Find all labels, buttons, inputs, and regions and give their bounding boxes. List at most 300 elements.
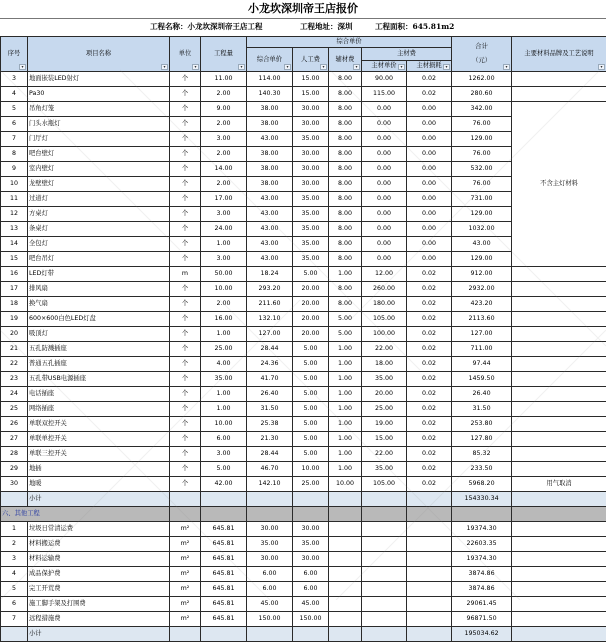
- cell-main-price[interactable]: 0.00: [362, 222, 407, 237]
- cell-main-loss[interactable]: 0.02: [407, 447, 452, 462]
- cell-composite[interactable]: 43.00: [247, 252, 293, 267]
- cell-aux[interactable]: 8.00: [329, 162, 362, 177]
- filter-dropdown-icon[interactable]: ▾: [19, 64, 26, 70]
- cell-composite[interactable]: 30.00: [247, 552, 293, 567]
- cell-labor[interactable]: 5.00: [293, 447, 329, 462]
- cell-aux[interactable]: 8.00: [329, 102, 362, 117]
- cell-no[interactable]: 1: [1, 522, 28, 537]
- cell-main-loss[interactable]: 0.00: [407, 147, 452, 162]
- cell-no[interactable]: 30: [1, 477, 28, 492]
- cell-aux[interactable]: 1.00: [329, 447, 362, 462]
- header-no[interactable]: [1, 37, 28, 72]
- cell-no[interactable]: 27: [1, 432, 28, 447]
- cell-total[interactable]: 19374.30: [452, 552, 512, 567]
- header-aux[interactable]: [329, 48, 362, 72]
- cell-composite[interactable]: 43.00: [247, 132, 293, 147]
- cell-labor[interactable]: 5.00: [293, 417, 329, 432]
- cell-main-price[interactable]: [362, 552, 407, 567]
- cell-qty[interactable]: 16.00: [201, 312, 247, 327]
- cell-qty[interactable]: 645.81: [201, 522, 247, 537]
- cell-labor[interactable]: 6.00: [293, 567, 329, 582]
- cell-note[interactable]: [512, 612, 606, 627]
- cell-note[interactable]: [512, 537, 606, 552]
- cell-qty[interactable]: 42.00: [201, 477, 247, 492]
- cell-main-loss[interactable]: 0.02: [407, 87, 452, 102]
- cell-note[interactable]: [512, 372, 606, 387]
- cell-total[interactable]: 2113.60: [452, 312, 512, 327]
- cell-item-name[interactable]: 方桌灯: [28, 207, 170, 222]
- cell-total[interactable]: 22603.35: [452, 537, 512, 552]
- cell-note[interactable]: [512, 567, 606, 582]
- cell-no[interactable]: 7: [1, 612, 28, 627]
- cell-total[interactable]: 342.00: [452, 102, 512, 117]
- cell-labor[interactable]: 25.00: [293, 477, 329, 492]
- filter-dropdown-icon[interactable]: ▾: [192, 64, 199, 70]
- cell-note[interactable]: [512, 627, 606, 642]
- cell-item-name[interactable]: 地面嵌装LED射灯: [28, 72, 170, 87]
- cell-unit[interactable]: 个: [170, 417, 201, 432]
- cell-total[interactable]: 26.40: [452, 387, 512, 402]
- cell-empty[interactable]: [201, 507, 247, 522]
- filter-dropdown-icon[interactable]: ▾: [353, 64, 360, 70]
- cell-total[interactable]: 29061.45: [452, 597, 512, 612]
- cell-aux[interactable]: [329, 522, 362, 537]
- cell-labor[interactable]: 20.00: [293, 327, 329, 342]
- cell-composite[interactable]: 127.00: [247, 327, 293, 342]
- cell-labor[interactable]: 20.00: [293, 282, 329, 297]
- cell-labor[interactable]: 20.00: [293, 297, 329, 312]
- cell-item-name[interactable]: 吸顶灯: [28, 327, 170, 342]
- cell-composite[interactable]: 6.00: [247, 567, 293, 582]
- cell-labor[interactable]: 6.00: [293, 582, 329, 597]
- cell-item-name[interactable]: 过道灯: [28, 192, 170, 207]
- cell-no[interactable]: 9: [1, 162, 28, 177]
- cell-note[interactable]: [512, 582, 606, 597]
- cell-labor[interactable]: 10.00: [293, 462, 329, 477]
- cell-unit[interactable]: 个: [170, 162, 201, 177]
- cell-main-loss[interactable]: 0.02: [407, 327, 452, 342]
- cell-total[interactable]: 43.00: [452, 237, 512, 252]
- cell-total[interactable]: 731.00: [452, 192, 512, 207]
- cell-item-name[interactable]: 垃圾日常清运费: [28, 522, 170, 537]
- cell-composite[interactable]: 35.00: [247, 537, 293, 552]
- cell-empty[interactable]: [247, 627, 293, 642]
- cell-aux[interactable]: 8.00: [329, 192, 362, 207]
- cell-qty[interactable]: 9.00: [201, 102, 247, 117]
- cell-labor[interactable]: 15.00: [293, 87, 329, 102]
- cell-qty[interactable]: 24.00: [201, 222, 247, 237]
- cell-composite[interactable]: 38.00: [247, 102, 293, 117]
- cell-aux[interactable]: 1.00: [329, 462, 362, 477]
- cell-item-name[interactable]: 单联双控开关: [28, 417, 170, 432]
- cell-main-loss[interactable]: 0.00: [407, 252, 452, 267]
- cell-item-name[interactable]: 排风扇: [28, 282, 170, 297]
- cell-labor[interactable]: 30.00: [293, 117, 329, 132]
- cell-qty[interactable]: 1.00: [201, 402, 247, 417]
- cell-main-price[interactable]: 18.00: [362, 357, 407, 372]
- cell-labor[interactable]: 30.00: [293, 162, 329, 177]
- cell-no[interactable]: 16: [1, 267, 28, 282]
- cell-main-price[interactable]: 0.00: [362, 177, 407, 192]
- cell-main-loss[interactable]: 0.02: [407, 297, 452, 312]
- cell-composite[interactable]: 21.30: [247, 432, 293, 447]
- cell-aux[interactable]: [329, 582, 362, 597]
- cell-no[interactable]: 25: [1, 402, 28, 417]
- cell-item-name[interactable]: Pa30: [28, 87, 170, 102]
- cell-qty[interactable]: 1.00: [201, 237, 247, 252]
- cell-item-name[interactable]: 五孔防溅插座: [28, 342, 170, 357]
- cell-total[interactable]: 31.50: [452, 402, 512, 417]
- cell-no[interactable]: 4: [1, 87, 28, 102]
- cell-total[interactable]: 76.00: [452, 177, 512, 192]
- cell-qty[interactable]: 2.00: [201, 297, 247, 312]
- cell-total[interactable]: 1032.00: [452, 222, 512, 237]
- cell-note[interactable]: [512, 597, 606, 612]
- cell-labor[interactable]: 5.00: [293, 372, 329, 387]
- header-main-price[interactable]: [362, 61, 407, 72]
- cell-total[interactable]: 96871.50: [452, 612, 512, 627]
- cell-no[interactable]: 18: [1, 297, 28, 312]
- cell-unit[interactable]: m²: [170, 537, 201, 552]
- cell-total[interactable]: 76.00: [452, 117, 512, 132]
- cell-item-name[interactable]: 门头水瓶灯: [28, 117, 170, 132]
- cell-empty[interactable]: [293, 492, 329, 507]
- cell-qty[interactable]: 2.00: [201, 117, 247, 132]
- cell-item-name[interactable]: 电话插座: [28, 387, 170, 402]
- cell-qty[interactable]: 4.00: [201, 357, 247, 372]
- cell-main-loss[interactable]: [407, 552, 452, 567]
- cell-main-price[interactable]: 12.00: [362, 267, 407, 282]
- cell-main-loss[interactable]: 0.02: [407, 372, 452, 387]
- cell-aux[interactable]: 1.00: [329, 342, 362, 357]
- cell-unit[interactable]: 个: [170, 222, 201, 237]
- cell-aux[interactable]: 10.00: [329, 477, 362, 492]
- cell-unit[interactable]: m: [170, 267, 201, 282]
- cell-no[interactable]: 23: [1, 372, 28, 387]
- cell-item-name[interactable]: 换气扇: [28, 297, 170, 312]
- cell-main-loss[interactable]: 0.00: [407, 102, 452, 117]
- cell-item-name[interactable]: 全包灯: [28, 237, 170, 252]
- cell-total[interactable]: 97.44: [452, 357, 512, 372]
- cell-main-loss[interactable]: 0.00: [407, 117, 452, 132]
- cell-aux[interactable]: [329, 567, 362, 582]
- cell-labor[interactable]: 5.00: [293, 357, 329, 372]
- cell-composite[interactable]: 46.70: [247, 462, 293, 477]
- cell-item-name[interactable]: 地暖: [28, 477, 170, 492]
- cell-note[interactable]: [512, 357, 606, 372]
- cell-no[interactable]: 3: [1, 552, 28, 567]
- cell-no[interactable]: 10: [1, 177, 28, 192]
- cell-aux[interactable]: [329, 552, 362, 567]
- cell-main-price[interactable]: 0.00: [362, 162, 407, 177]
- cell-item-name[interactable]: 门厅灯: [28, 132, 170, 147]
- cell-total[interactable]: 423.20: [452, 297, 512, 312]
- cell-aux[interactable]: 1.00: [329, 357, 362, 372]
- cell-note[interactable]: [512, 447, 606, 462]
- cell-main-price[interactable]: 105.00: [362, 312, 407, 327]
- cell-no[interactable]: 7: [1, 132, 28, 147]
- cell-main-price[interactable]: 180.00: [362, 297, 407, 312]
- cell-main-price[interactable]: 22.00: [362, 447, 407, 462]
- cell-main-loss[interactable]: [407, 567, 452, 582]
- cell-aux[interactable]: 8.00: [329, 222, 362, 237]
- cell-unit[interactable]: 个: [170, 192, 201, 207]
- cell-qty[interactable]: 645.81: [201, 567, 247, 582]
- cell-main-loss[interactable]: 0.02: [407, 477, 452, 492]
- cell-labor[interactable]: 15.00: [293, 72, 329, 87]
- cell-qty[interactable]: 5.00: [201, 462, 247, 477]
- cell-item-name[interactable]: 五孔带USB电源插座: [28, 372, 170, 387]
- cell-unit[interactable]: 个: [170, 102, 201, 117]
- cell-main-loss[interactable]: [407, 612, 452, 627]
- cell-labor[interactable]: 20.00: [293, 312, 329, 327]
- cell-no[interactable]: 13: [1, 222, 28, 237]
- cell-main-price[interactable]: 100.00: [362, 327, 407, 342]
- cell-main-price[interactable]: 35.00: [362, 372, 407, 387]
- cell-unit[interactable]: 个: [170, 372, 201, 387]
- cell-note[interactable]: 用气取消: [512, 477, 606, 492]
- cell-qty[interactable]: 645.81: [201, 597, 247, 612]
- cell-aux[interactable]: 5.00: [329, 312, 362, 327]
- cell-item-name[interactable]: 单联三控开关: [28, 447, 170, 462]
- cell-item-name[interactable]: 单联单控开关: [28, 432, 170, 447]
- cell-item-name[interactable]: 条桌灯: [28, 222, 170, 237]
- cell-main-loss[interactable]: 0.00: [407, 192, 452, 207]
- cell-item-name[interactable]: 吧台壁灯: [28, 147, 170, 162]
- subtotal-value[interactable]: 195034.62: [452, 627, 512, 642]
- cell-main-price[interactable]: 20.00: [362, 387, 407, 402]
- cell-qty[interactable]: 3.00: [201, 132, 247, 147]
- filter-dropdown-icon[interactable]: ▾: [598, 64, 605, 70]
- cell-total[interactable]: 3874.86: [452, 582, 512, 597]
- cell-item-name[interactable]: LED灯带: [28, 267, 170, 282]
- cell-aux[interactable]: 1.00: [329, 417, 362, 432]
- cell-main-loss[interactable]: 0.02: [407, 462, 452, 477]
- cell-empty[interactable]: [170, 507, 201, 522]
- cell-total[interactable]: 1459.50: [452, 372, 512, 387]
- cell-main-loss[interactable]: 0.00: [407, 132, 452, 147]
- cell-qty[interactable]: 3.00: [201, 207, 247, 222]
- cell-main-loss[interactable]: 0.00: [407, 162, 452, 177]
- cell-main-price[interactable]: 0.00: [362, 102, 407, 117]
- cell-labor[interactable]: 35.00: [293, 132, 329, 147]
- cell-unit[interactable]: 个: [170, 72, 201, 87]
- filter-dropdown-icon[interactable]: ▾: [503, 64, 510, 70]
- cell-qty[interactable]: 3.00: [201, 252, 247, 267]
- cell-main-loss[interactable]: 0.02: [407, 417, 452, 432]
- cell-no[interactable]: 6: [1, 117, 28, 132]
- cell-total[interactable]: 19374.30: [452, 522, 512, 537]
- cell-composite[interactable]: 38.00: [247, 147, 293, 162]
- cell-total[interactable]: 711.00: [452, 342, 512, 357]
- cell-composite[interactable]: 293.20: [247, 282, 293, 297]
- cell-labor[interactable]: 35.00: [293, 537, 329, 552]
- cell-note[interactable]: [512, 522, 606, 537]
- cell-aux[interactable]: 5.00: [329, 327, 362, 342]
- cell-main-loss[interactable]: 0.02: [407, 357, 452, 372]
- cell-main-price[interactable]: 15.00: [362, 432, 407, 447]
- cell-main-loss[interactable]: 0.02: [407, 312, 452, 327]
- cell-no[interactable]: 3: [1, 72, 28, 87]
- cell-qty[interactable]: 645.81: [201, 612, 247, 627]
- cell-no[interactable]: 14: [1, 237, 28, 252]
- cell-labor[interactable]: 30.00: [293, 552, 329, 567]
- cell-labor[interactable]: 5.00: [293, 387, 329, 402]
- cell-main-price[interactable]: [362, 582, 407, 597]
- cell-qty[interactable]: 6.00: [201, 432, 247, 447]
- cell-qty[interactable]: 50.00: [201, 267, 247, 282]
- cell-main-price[interactable]: [362, 537, 407, 552]
- cell-total[interactable]: 85.32: [452, 447, 512, 462]
- cell-empty[interactable]: [362, 627, 407, 642]
- filter-dropdown-icon[interactable]: ▾: [161, 64, 168, 70]
- cell-unit[interactable]: 个: [170, 357, 201, 372]
- cell-unit[interactable]: m²: [170, 522, 201, 537]
- cell-no[interactable]: [1, 492, 28, 507]
- cell-labor[interactable]: 5.00: [293, 402, 329, 417]
- filter-dropdown-icon[interactable]: ▾: [238, 64, 245, 70]
- cell-main-price[interactable]: 22.00: [362, 342, 407, 357]
- cell-qty[interactable]: 17.00: [201, 192, 247, 207]
- subtotal-value[interactable]: 154330.34: [452, 492, 512, 507]
- cell-total[interactable]: 129.00: [452, 207, 512, 222]
- cell-qty[interactable]: 645.81: [201, 537, 247, 552]
- cell-no[interactable]: 24: [1, 387, 28, 402]
- cell-empty[interactable]: [293, 507, 329, 522]
- header-main-loss[interactable]: [407, 61, 452, 72]
- header-unit[interactable]: [170, 37, 201, 72]
- filter-dropdown-icon[interactable]: ▾: [320, 64, 327, 70]
- cell-qty[interactable]: 10.00: [201, 417, 247, 432]
- cell-item-name[interactable]: 室内壁灯: [28, 162, 170, 177]
- cell-item-name[interactable]: 普通五孔插座: [28, 357, 170, 372]
- cell-no[interactable]: 5: [1, 102, 28, 117]
- cell-unit[interactable]: 个: [170, 87, 201, 102]
- cell-unit[interactable]: 个: [170, 462, 201, 477]
- cell-main-price[interactable]: 260.00: [362, 282, 407, 297]
- cell-item-name[interactable]: 600×600白色LED灯盘: [28, 312, 170, 327]
- cell-unit[interactable]: 个: [170, 177, 201, 192]
- cell-item-name[interactable]: 完工开荒费: [28, 582, 170, 597]
- header-item[interactable]: [28, 37, 170, 72]
- cell-no[interactable]: 28: [1, 447, 28, 462]
- cell-qty[interactable]: 25.00: [201, 342, 247, 357]
- header-composite[interactable]: [247, 48, 293, 72]
- cell-empty[interactable]: [201, 492, 247, 507]
- cell-composite[interactable]: 140.30: [247, 87, 293, 102]
- cell-total[interactable]: 3874.86: [452, 567, 512, 582]
- cell-composite[interactable]: 38.00: [247, 117, 293, 132]
- cell-main-loss[interactable]: 0.02: [407, 282, 452, 297]
- cell-note[interactable]: [512, 297, 606, 312]
- filter-dropdown-icon[interactable]: ▾: [443, 64, 450, 70]
- cell-labor[interactable]: 30.00: [293, 522, 329, 537]
- cell-aux[interactable]: 8.00: [329, 282, 362, 297]
- cell-aux[interactable]: 1.00: [329, 402, 362, 417]
- cell-main-loss[interactable]: 0.00: [407, 237, 452, 252]
- header-qty[interactable]: [201, 37, 247, 72]
- cell-note[interactable]: [512, 417, 606, 432]
- cell-qty[interactable]: 35.00: [201, 372, 247, 387]
- cell-qty[interactable]: 2.00: [201, 177, 247, 192]
- cell-composite[interactable]: 38.00: [247, 177, 293, 192]
- cell-main-loss[interactable]: 0.02: [407, 267, 452, 282]
- cell-no[interactable]: 29: [1, 462, 28, 477]
- cell-total[interactable]: 127.00: [452, 327, 512, 342]
- cell-composite[interactable]: 41.70: [247, 372, 293, 387]
- cell-empty[interactable]: [329, 492, 362, 507]
- cell-labor[interactable]: 5.00: [293, 267, 329, 282]
- cell-note[interactable]: [512, 342, 606, 357]
- cell-empty[interactable]: [201, 627, 247, 642]
- cell-main-price[interactable]: 90.00: [362, 72, 407, 87]
- cell-unit[interactable]: 个: [170, 447, 201, 462]
- cell-composite[interactable]: 142.10: [247, 477, 293, 492]
- cell-qty[interactable]: 10.00: [201, 282, 247, 297]
- cell-no[interactable]: 20: [1, 327, 28, 342]
- cell-total[interactable]: 127.80: [452, 432, 512, 447]
- cell-total[interactable]: 280.60: [452, 87, 512, 102]
- cell-main-price[interactable]: 115.00: [362, 87, 407, 102]
- cell-labor[interactable]: 35.00: [293, 207, 329, 222]
- cell-note[interactable]: [512, 282, 606, 297]
- cell-empty[interactable]: [329, 507, 362, 522]
- cell-aux[interactable]: 8.00: [329, 237, 362, 252]
- cell-note[interactable]: [512, 312, 606, 327]
- cell-composite[interactable]: 31.50: [247, 402, 293, 417]
- cell-unit[interactable]: 个: [170, 117, 201, 132]
- cell-main-price[interactable]: 25.00: [362, 402, 407, 417]
- cell-unit[interactable]: m²: [170, 582, 201, 597]
- cell-composite[interactable]: 150.00: [247, 612, 293, 627]
- subtotal-label[interactable]: 小计: [28, 492, 170, 507]
- cell-composite[interactable]: 38.00: [247, 162, 293, 177]
- cell-no[interactable]: 8: [1, 147, 28, 162]
- cell-main-loss[interactable]: 0.00: [407, 177, 452, 192]
- cell-aux[interactable]: 1.00: [329, 387, 362, 402]
- cell-unit[interactable]: 个: [170, 237, 201, 252]
- cell-main-price[interactable]: 0.00: [362, 192, 407, 207]
- cell-main-loss[interactable]: 0.00: [407, 222, 452, 237]
- cell-composite[interactable]: 26.40: [247, 387, 293, 402]
- cell-no[interactable]: 5: [1, 582, 28, 597]
- cell-total[interactable]: 129.00: [452, 132, 512, 147]
- cell-main-loss[interactable]: [407, 522, 452, 537]
- cell-unit[interactable]: 个: [170, 252, 201, 267]
- cell-aux[interactable]: [329, 612, 362, 627]
- cell-main-loss[interactable]: 0.02: [407, 72, 452, 87]
- cell-labor[interactable]: 35.00: [293, 192, 329, 207]
- cell-unit[interactable]: 个: [170, 207, 201, 222]
- cell-main-price[interactable]: 0.00: [362, 207, 407, 222]
- header-total[interactable]: [452, 37, 512, 72]
- cell-empty[interactable]: [329, 627, 362, 642]
- cell-unit[interactable]: m²: [170, 597, 201, 612]
- cell-no[interactable]: 21: [1, 342, 28, 357]
- cell-composite[interactable]: 43.00: [247, 237, 293, 252]
- cell-qty[interactable]: 14.00: [201, 162, 247, 177]
- cell-composite[interactable]: 28.44: [247, 447, 293, 462]
- cell-total[interactable]: 1262.00: [452, 72, 512, 87]
- cell-item-name[interactable]: 材料搬运费: [28, 537, 170, 552]
- cell-labor[interactable]: 35.00: [293, 252, 329, 267]
- cell-qty[interactable]: 645.81: [201, 582, 247, 597]
- cell-qty[interactable]: 1.00: [201, 327, 247, 342]
- cell-labor[interactable]: 150.00: [293, 612, 329, 627]
- cell-item-name[interactable]: 地插: [28, 462, 170, 477]
- cell-no[interactable]: 26: [1, 417, 28, 432]
- cell-main-loss[interactable]: [407, 537, 452, 552]
